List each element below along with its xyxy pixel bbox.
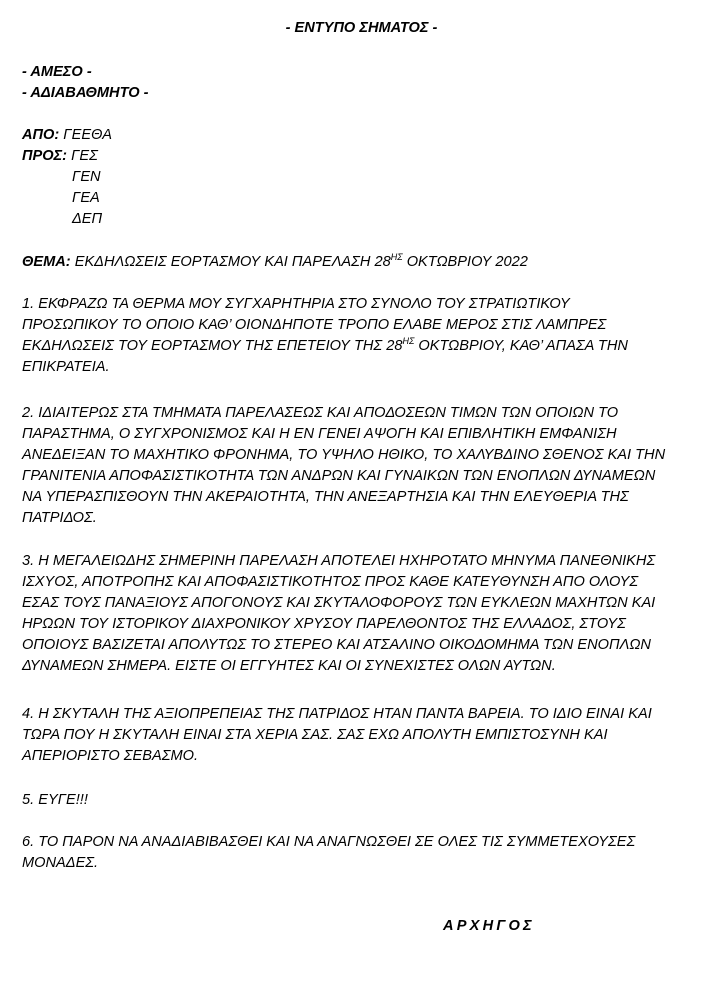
paragraph-line: ΔΥΝΑΜΕΩΝ ΣΗΜΕΡΑ. ΕΙΣΤΕ ΟΙ ΕΓΓΥΗΤΕΣ ΚΑΙ ΟΙ ΣΥΝΕΧΙΣΤΕΣ ΟΛΩΝ ΑΥΤΩΝ. [22,658,556,674]
paragraph-2 [22,403,712,529]
priority-marking: - ΑΜΕΣΟ - [22,64,92,80]
to-recipient: ΔΕΠ [72,211,103,227]
to-recipient: ΓΕΑ [72,190,100,206]
paragraph-3 [22,551,712,677]
paragraph-line: ΙΣΧΥΟΣ, ΑΠΟΤΡΟΠΗΣ ΚΑΙ ΑΠΟΦΑΣΙΣΤΙΚΟΤΗΤΟΣ ΠΡΟΣ ΚΑΘΕ ΚΑΤΕΥΘΥΝΣΗ ΑΠΟ ΟΛΟΥΣ [22,574,639,590]
paragraph-line: ΑΝΕΔΕΙΞΑΝ ΤΟ ΜΑΧΗΤΙΚΟ ΦΡΟΝΗΜΑ, ΤΟ ΥΨΗΛΟ ΗΘΙΚΟ, ΤΟ ΧΑΛΥΒΔΙΝΟ ΣΘΕΝΟΣ ΚΑΙ ΤΗΝ [22,447,666,463]
paragraph-line: ΕΠΙΚΡΑΤΕΙΑ. [22,359,110,375]
subject-text: ΕΚΔΗΛΩΣΕΙΣ ΕΟΡΤΑΣΜΟΥ ΚΑΙ ΠΑΡΕΛΑΣΗ $28^{H\Sigma}$ ΟΚΤΩΒΡΙΟΥ 2022 [74,252,528,270]
signature-title: ΑΡΧΗΓΟΣ [443,918,535,934]
paragraph-line: 2. ΙΔΙΑΙΤΕΡΩΣ ΣΤΑ ΤΜΗΜΑΤΑ ΠΑΡΕΛΑΣΕΩΣ ΚΑΙ ΑΠΟΔΟΣΕΩΝ ΤΙΜΩΝ ΤΩΝ ΟΠΟΙΩΝ ΤΟ [22,405,619,421]
paragraph-line: ΑΠΕΡΙΟΡΙΣΤΟ ΣΕΒΑΣΜΟ. [22,748,199,764]
to-label: ΠΡΟΣ: [22,148,68,164]
paragraph-line: ΓΡΑΝΙΤΕΝΙΑ ΑΠΟΦΑΣΙΣΤΙΚΟΤΗΤΑ ΤΩΝ ΑΝΔΡΩΝ ΚΑΙ ΓΥΝΑΙΚΩΝ ΤΩΝ ΕΝΟΠΛΩΝ ΔΥΝΑΜΕΩΝ [22,468,656,484]
to-recipient: ΓΕΣ [71,148,98,164]
paragraph-line: 5. ΕΥΓΕ!!! [22,792,88,808]
paragraph-line: ΕΚΔΗΛΩΣΕΙΣ ΤΟΥ ΕΟΡΤΑΣΜΟΥ ΤΗΣ ΕΠΕΤΕΙΟΥ ΤΗΣ $28^{H\Sigma}$ ΟΚΤΩΒΡΙΟΥ, ΚΑΘ’ ΑΠΑΣΑ ΤΗΝ [22,336,628,354]
from-line [22,125,112,146]
paragraph-line: ΠΑΤΡΙΔΟΣ. [22,510,97,526]
paragraph-line: ΜΟΝΑΔΕΣ. [22,855,99,871]
subject-label: ΘΕΜΑ: [22,254,71,270]
document-title: - ΕΝΤΥΠΟ ΣΗΜΑΤΟΣ - [285,20,438,36]
from-value: ΓΕΕΘΑ [63,127,113,143]
from-label: ΑΠΟ: [22,127,60,143]
paragraph-line: 6. ΤΟ ΠΑΡΟΝ ΝΑ ΑΝΑΔΙΑΒΙΒΑΣΘΕΙ ΚΑΙ ΝΑ ΑΝΑΓΝΩΣΘΕΙ ΣΕ ΟΛΕΣ ΤΙΣ ΣΥΜΜΕΤΕΧΟΥΣΕΣ [22,834,636,850]
paragraph-line: ΗΡΩΩΝ ΤΟΥ ΙΣΤΟΡΙΚΟΥ ΔΙΑΧΡΟΝΙΚΟΥ ΧΡΥΣΟΥ ΠΑΡΕΛΘΟΝΤΟΣ ΤΗΣ ΕΛΛΑΔΟΣ, ΣΤΟΥΣ [22,616,626,632]
paragraph-line: ΕΣΑΣ ΤΟΥΣ ΠΑΝΑΞΙΟΥΣ ΑΠΟΓΟΝΟΥΣ ΚΑΙ ΣΚΥΤΑΛΟΦΟΡΟΥΣ ΤΩΝ ΕΥΚΛΕΩΝ ΜΑΧΗΤΩΝ ΚΑΙ [22,595,656,611]
to-line [22,146,98,167]
paragraph-4 [22,704,712,767]
classification-marking: - ΑΔΙΑΒΑΘΜΗΤΟ - [22,85,149,101]
paragraph-line: ΝΑ ΥΠΕΡΑΣΠΙΣΘΟΥΝ ΤΗΝ ΑΚΕΡΑΙΟΤΗΤΑ, ΤΗΝ ΑΝΕΞΑΡΤΗΣΙΑ ΚΑΙ ΤΗΝ ΕΛΕΥΘΕΡΙΑ ΤΗΣ [22,489,629,505]
paragraph-line: ΟΠΟΙΟΥΣ ΒΑΣΙΖΕΤΑΙ ΑΠΟΛΥΤΩΣ ΤΟ ΣΤΕΡΕΟ ΚΑΙ ΑΤΣΑΛΙΝΟ ΟΙΚΟΔΟΜΗΜΑ ΤΩΝ ΕΝΟΠΛΩΝ [22,637,651,653]
paragraph-5 [22,790,712,811]
paragraph-6 [22,832,712,874]
subject-line [22,252,528,273]
to-recipient: ΓΕΝ [72,169,101,185]
paragraph-line: 1. ΕΚΦΡΑΖΩ ΤΑ ΘΕΡΜΑ ΜΟΥ ΣΥΓΧΑΡΗΤΗΡΙΑ ΣΤΟ ΣΥΝΟΛΟ ΤΟΥ ΣΤΡΑΤΙΩΤΙΚΟΥ [22,296,570,312]
paragraph-line: 3. Η ΜΕΓΑΛΕΙΩΔΗΣ ΣΗΜΕΡΙΝΗ ΠΑΡΕΛΑΣΗ ΑΠΟΤΕΛΕΙ ΗΧΗΡΟΤΑΤΟ ΜΗΝΥΜΑ ΠΑΝΕΘΝΙΚΗΣ [22,553,656,569]
paragraph-1 [22,294,712,378]
paragraph-line: ΠΑΡΑΣΤΗΜΑ, Ο ΣΥΓΧΡΟΝΙΣΜΟΣ ΚΑΙ Η ΕΝ ΓΕΝΕΙ ΑΨΟΓΗ ΚΑΙ ΕΠΙΒΛΗΤΙΚΗ ΕΜΦΑΝΙΣΗ [22,426,617,442]
paragraph-line: ΤΩΡΑ ΠΟΥ Η ΣΚΥΤΑΛΗ ΕΙΝΑΙ ΣΤΑ ΧΕΡΙΑ ΣΑΣ. ΣΑΣ ΕΧΩ ΑΠΟΛΥΤΗ ΕΜΠΙΣΤΟΣΥΝΗ ΚΑΙ [22,727,608,743]
paragraph-line: ΠΡΟΣΩΠΙΚΟΥ ΤΟ ΟΠΟΙΟ ΚΑΘ’ ΟΙΟΝΔΗΠΟΤΕ ΤΡΟΠΟ ΕΛΑΒΕ ΜΕΡΟΣ ΣΤΙΣ ΛΑΜΠΡΕΣ [22,317,607,333]
paragraph-line: 4. Η ΣΚΥΤΑΛΗ ΤΗΣ ΑΞΙΟΠΡΕΠΕΙΑΣ ΤΗΣ ΠΑΤΡΙΔΟΣ ΗΤΑΝ ΠΑΝΤΑ ΒΑΡΕΙΑ. ΤΟ ΙΔΙΟ ΕΙΝΑΙ ΚΑΙ [22,706,652,722]
